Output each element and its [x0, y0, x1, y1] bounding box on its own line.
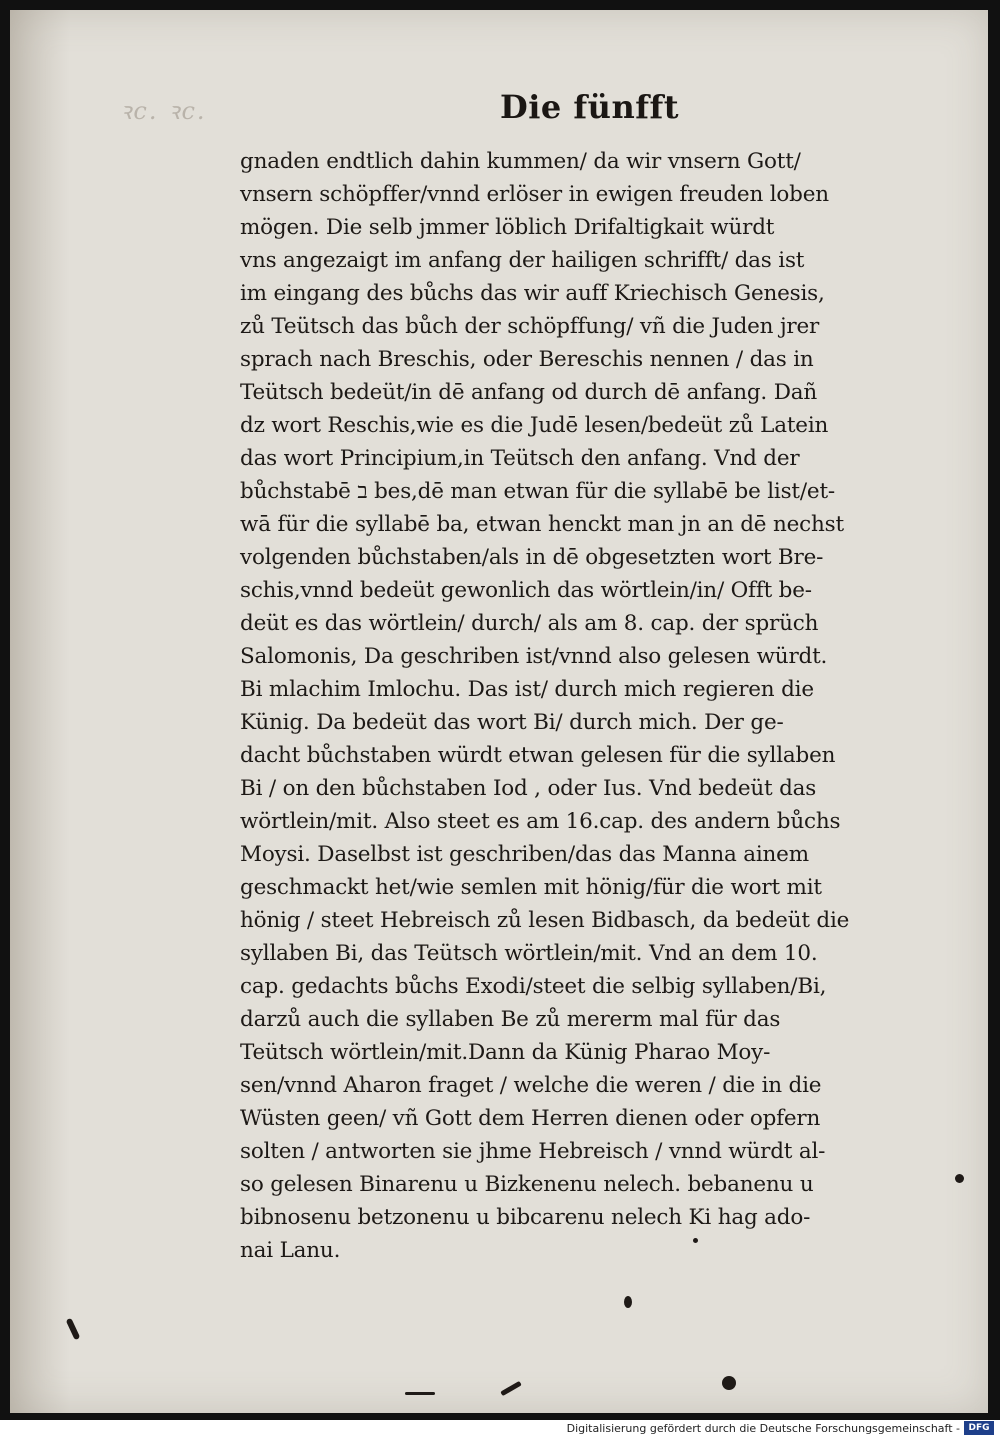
text-line: im eingang des bůchs das wir auff Kriechisch Genesis, [240, 281, 825, 306]
text-line: hönig / steet Hebreisch zů lesen Bidbasch, da bedeüt die [240, 908, 850, 933]
text-line: vns angezaigt im anfang der hailigen schrifft/ das ist [240, 248, 805, 273]
text-line: zů Teütsch das bůch der schöpffung/ vñ die Juden jrer [240, 314, 820, 339]
ink-speck [500, 1381, 522, 1396]
ink-speck [624, 1296, 632, 1308]
text-line: volgenden bůchstaben/als in dē obgesetzten wort Bre- [240, 545, 824, 570]
text-line: wörtlein/mit. Also steet es am 16.cap. des andern bůchs [240, 809, 841, 834]
ink-speck [405, 1392, 435, 1395]
text-line: Bi / on den bůchstaben Iod , oder Ius. Vnd bedeüt das [240, 776, 817, 801]
ink-speck [722, 1376, 736, 1390]
text-line: das wort Principium,in Teütsch den anfang. Vnd der [240, 446, 800, 471]
text-line: Moysi. Daselbst ist geschriben/das das Manna ainem [240, 842, 809, 867]
text-line: sprach nach Breschis, oder Bereschis nennen / das in [240, 347, 814, 372]
book-page [10, 10, 988, 1413]
text-line: bůchstabē ב bes,dē man etwan für die syllabē be list/et- [240, 479, 835, 504]
text-line-last: nai Lanu. [240, 1238, 341, 1263]
ink-speck [66, 1318, 81, 1340]
running-head: Die fünfft [500, 88, 680, 126]
text-line: cap. gedachts bůchs Exodi/steet die selbig syllaben/Bi, [240, 974, 827, 999]
text-line: darzů auch die syllaben Be zů mererm mal für das [240, 1007, 781, 1032]
text-line: Teütsch bedeüt/in dē anfang od durch dē anfang. Dañ [240, 380, 817, 405]
text-line: bibnosenu betzonenu u bibcarenu nelech Ki hag ado- [240, 1205, 811, 1230]
text-line: Künig. Da bedeüt das wort Bi/ durch mich. Der ge- [240, 710, 784, 735]
dfg-logo: DFG [964, 1421, 994, 1435]
text-line: schis,vnnd bedeüt gewonlich das wörtlein/in/ Offt be- [240, 578, 812, 603]
text-line: geschmackt het/wie semlen mit hönig/für die wort mit [240, 875, 822, 900]
text-line: Bi mlachim Imlochu. Das ist/ durch mich regieren die [240, 677, 814, 702]
text-block [240, 146, 948, 1276]
text-line: dacht bůchstaben würdt etwan gelesen für die syllaben [240, 743, 836, 768]
footer-bar [0, 1420, 1000, 1437]
text-line: gnaden endtlich dahin kummen/ da wir vnsern Gott/ [240, 149, 801, 174]
text-line: Salomonis, Da geschriben ist/vnnd also gelesen würdt. [240, 644, 828, 669]
text-line: Wüsten geen/ vñ Gott dem Herren dienen oder opfern [240, 1106, 821, 1131]
text-line: syllaben Bi, das Teütsch wörtlein/mit. Vnd an dem 10. [240, 941, 818, 966]
text-line: dz wort Reschis,wie es die Judē lesen/bedeüt zů Latein [240, 413, 829, 438]
text-line: so gelesen Binarenu u Bizkenenu nelech. bebanenu u [240, 1172, 814, 1197]
text-line: Teütsch wörtlein/mit.Dann da Künig Pharao Moy- [240, 1040, 771, 1065]
funding-credit: Digitalisierung gefördert durch die Deutsche Forschungsgemeinschaft - [566, 1422, 960, 1435]
text-line: wā für die syllabē ba, etwan henckt man jn an dē nechst [240, 512, 844, 537]
text-line: mögen. Die selb jmmer löblich Drifaltigkait würdt [240, 215, 775, 240]
ink-speck [955, 1174, 964, 1183]
text-line: vnsern schöpffer/vnnd erlöser in ewigen freuden loben [240, 182, 829, 207]
text-line: sen/vnnd Aharon fraget / welche die weren / die in die [240, 1073, 822, 1098]
text-line: solten / antworten sie jhme Hebreisch / vnnd würdt al- [240, 1139, 826, 1164]
folio-mark: ꝛc. ꝛc. [120, 97, 207, 125]
text-line: deüt es das wörtlein/ durch/ als am 8. cap. der sprüch [240, 611, 819, 636]
ink-speck [693, 1238, 698, 1243]
